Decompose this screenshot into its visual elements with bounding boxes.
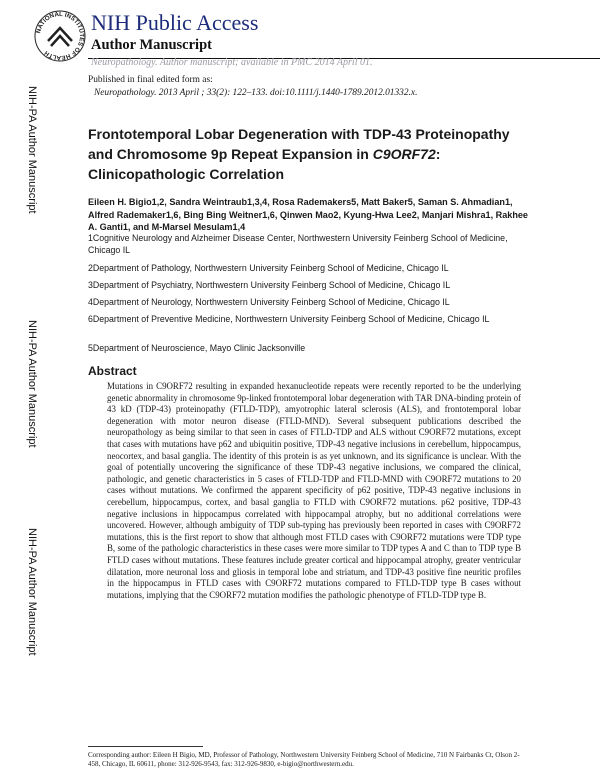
- title-line-2: and Chromosome 9p Repeat Expansion in C9ORF72:: [88, 146, 441, 162]
- footnote-rule: [88, 746, 203, 747]
- publication-citation: Neuropathology. 2013 April ; 33(2): 122–133. doi:10.1111/j.1440-1789.2012.01332.x.: [94, 88, 418, 98]
- sidebar-label-3: NIH-PA Author Manuscript: [26, 528, 38, 656]
- affiliation-1: 1Cognitive Neurology and Alzheimer Disease Center, Northwestern University Feinberg School of Medicine, Chicago IL: [88, 233, 508, 255]
- article-title: [88, 124, 530, 184]
- affiliation-5: 5Department of Neuroscience, Mayo Clinic Jacksonville: [88, 343, 306, 353]
- affiliation-2: 2Department of Pathology, Northwestern University Feinberg School of Medicine, Chicago IL: [88, 263, 449, 273]
- title-line-3: Clinicopathologic Correlation: [88, 166, 285, 182]
- abstract-heading: Abstract: [88, 364, 137, 378]
- nih-seal-logo: [34, 10, 86, 62]
- header-title: NIH Public Access: [91, 10, 259, 35]
- seal-ring-text: NATIONAL INSTITUTES OF HEALTH: [35, 10, 86, 62]
- abstract-text: Mutations in C9ORF72 resulting in expanded hexanucleotide repeats were recently reported to be the underlying genetic abnormality in chromosome 9p-linked frontotemporal lobar degeneration with TAR DNA-binding protein of 43 kD (TDP-43) proteinopathy (FTLD-TDP), amyotrophic lateral sclerosis (ALS), and frontotemporal lobar degeneration with motor neuron disease (FTLD-MND). Several subsequent publications described the neuropathology as being similar to that seen in cases of FTLD-TDP and ALS without C9ORF72 mutations, except that cases with mutations have p62 and ubiquitin positive, TDP-43 negative inclusions in cerebellum, hippocampus, neocortex, and basal ganglia. The identity of this protein is as yet unknown, and its significance is unclear. With the goal of potentially uncovering the significance of these TDP-43 negative inclusions, we compared the clinical, pathologic, and genetic characteristics in 5 cases of FTLD-TDP and FTLD-MND with C9ORF72 mutations to 20 cases without mutations. We confirmed the apparent specificity of p62 positive, TDP-43 negative inclusions in cerebellum, hippocampus, cortex, and basal ganglia to FTLD with C9ORF72 mutations. p62 positive, TDP-43 negative inclusions in hippocampus correlated with hippocampal atrophy, but no additional correlations were uncovered. However, although ambiguity of TDP sub-typing has previously been reported in cases with C9ORF72 mutations, this is the first report to show that although most FTLD cases with C9ORF72 mutations were TDP type B, some of the pathologic characteristics in these cases were more similar to TDP types A and C than to TDP type B FTLD cases without mutations. These features include greater cortical and hippocampal atrophy, greater ventricular dilatation, more neuronal loss and gliosis in temporal lobe and striatum, and TDP-43 positive fine neuritic profiles in the hippocampus in FTLD cases with C9ORF72 mutations compared to FTLD-TDP type B cases without mutations, implying that the C9ORF72 mutation modifies the pathologic phenotype of FTLD-TDP type B.: [107, 381, 521, 600]
- header-subtitle: Author Manuscript: [91, 37, 212, 53]
- corresponding-author-note: Corresponding author: Eileen H Bigio, MD, Professor of Pathology, Northwestern University Feinberg School of Medicine, 710 N Fairbanks Ct, Olson 2-458, Chicago, IL 60611, phone: 312-926-9543, fax: 312-926-9830, e-bigio@northwestern.edu.: [88, 751, 520, 768]
- title-line-1: Frontotemporal Lobar Degeneration with TDP-43 Proteinopathy: [88, 126, 510, 142]
- sidebar-label-2: NIH-PA Author Manuscript: [26, 320, 38, 448]
- affiliation-6: 6Department of Preventive Medicine, Northwestern University Feinberg School of Medicine, Chicago IL: [88, 314, 490, 324]
- author-list: Eileen H. Bigio1,2, Sandra Weintraub1,3,4, Rosa Rademakers5, Matt Baker5, Saman S. Ahmadian1, Alfred Rademaker1,6, Bing Bing Weitner1,6, Qinwen Mao2, Kyung-Hwa Lee2, Manjari Mishra1, Rakhee A. Ganti1, and M-Marsel Mesulam1,4: [88, 197, 528, 232]
- affiliation-4: 4Department of Neurology, Northwestern University Feinberg School of Medicine, Chicago IL: [88, 297, 450, 307]
- publication-info: [88, 74, 417, 100]
- title-gene: C9ORF72: [372, 146, 436, 162]
- sidebar-label-1: NIH-PA Author Manuscript: [26, 86, 38, 214]
- publication-label: Published in final edited form as:: [88, 75, 213, 85]
- availability-note: Neuropathology. Author manuscript; available in PMC 2014 April 01.: [91, 57, 373, 68]
- affiliation-3: 3Department of Psychiatry, Northwestern University Feinberg School of Medicine, Chicago IL: [88, 280, 451, 290]
- journal-header: [91, 11, 258, 54]
